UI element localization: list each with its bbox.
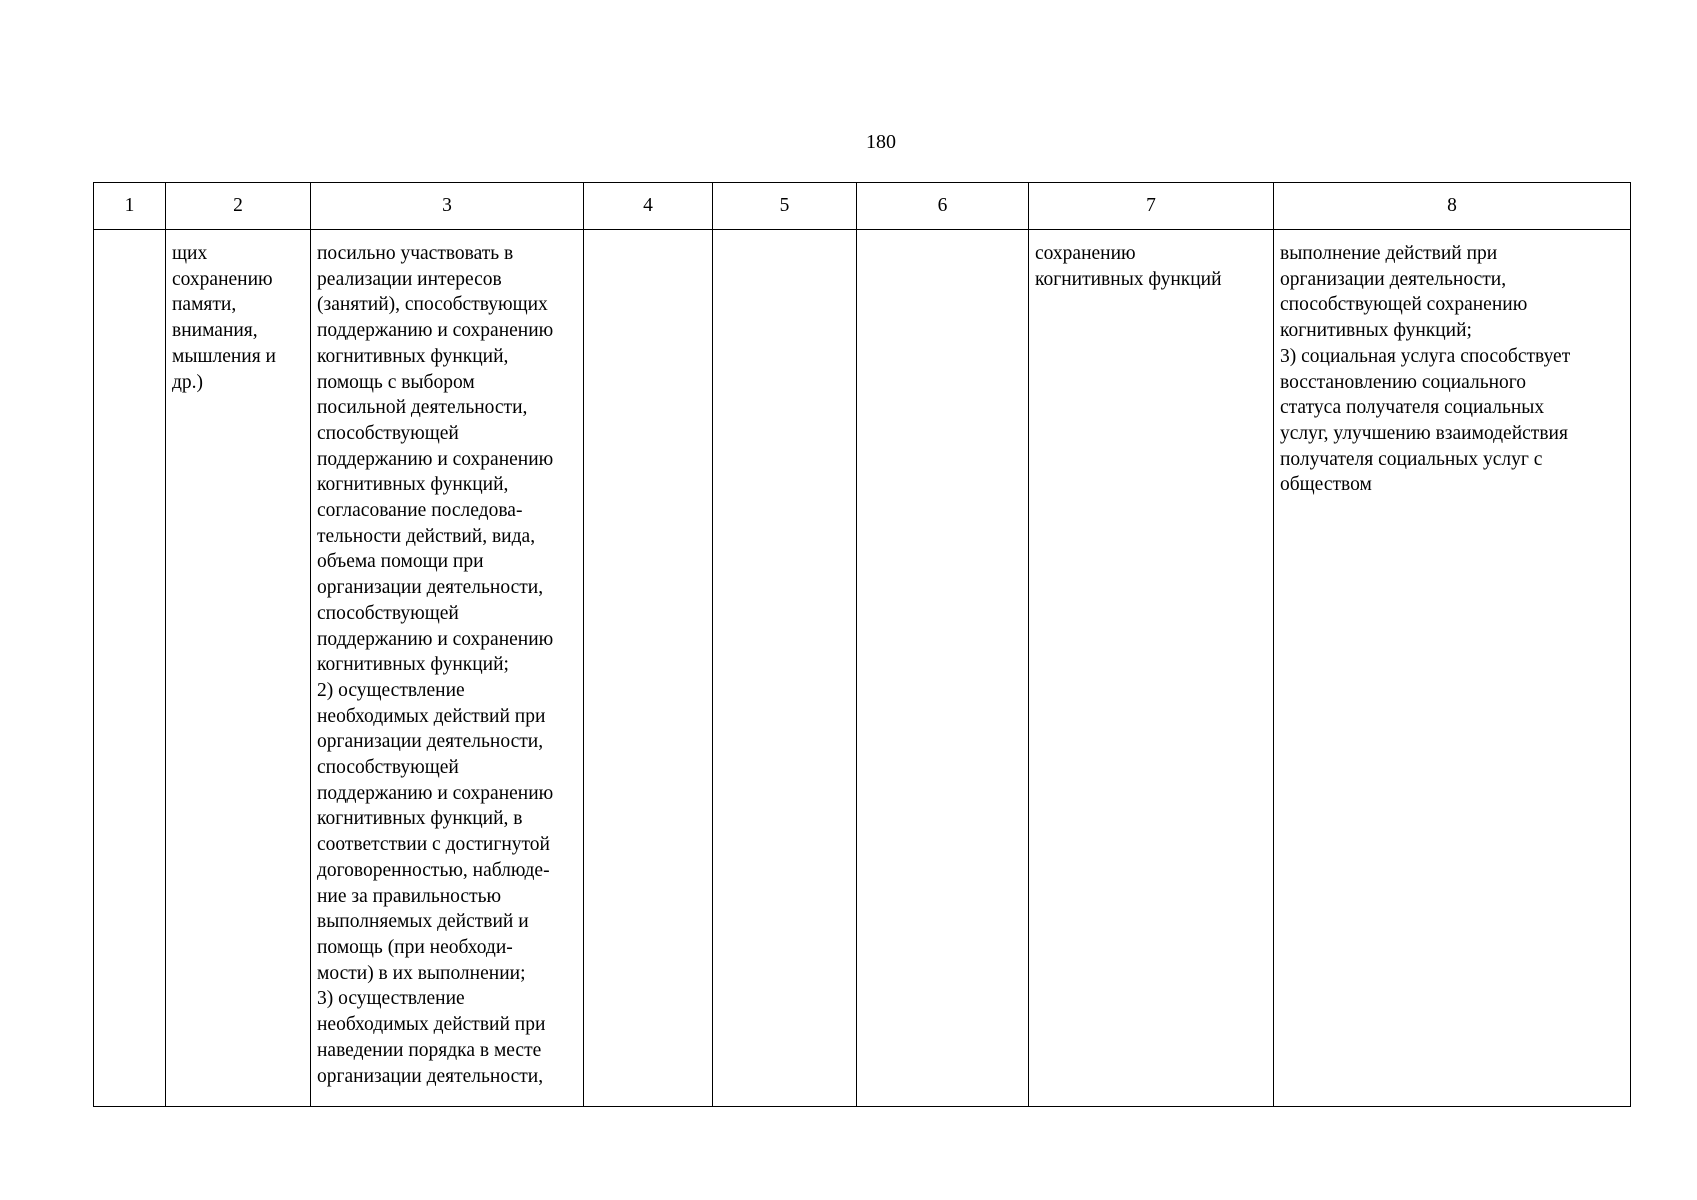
cell-col-7 — [1029, 230, 1274, 1107]
services-table — [93, 182, 1631, 1107]
cell-col-6 — [857, 230, 1029, 1107]
column-header-6: 6 — [857, 183, 1029, 230]
table-row — [94, 230, 1631, 1107]
column-header-1: 1 — [94, 183, 166, 230]
cell-text: выполнение действий при организации деятельности, способствующей сохранению когнитивных функций; 3) социальная услуга способствует восстановлению социального статуса получателя социальных услуг, улучшению взаимодействия получателя социальных услуг с обществом — [1280, 243, 1571, 496]
column-header-2: 2 — [166, 183, 311, 230]
table-header-row — [94, 183, 1631, 230]
cell-col-3 — [311, 230, 584, 1107]
cell-col-2 — [166, 230, 311, 1107]
column-header-7: 7 — [1029, 183, 1274, 230]
cell-col-1 — [94, 230, 166, 1107]
column-header-3: 3 — [311, 183, 584, 230]
cell-col-8 — [1274, 230, 1631, 1107]
cell-col-5 — [713, 230, 857, 1107]
cell-col-4 — [584, 230, 713, 1107]
column-header-8: 8 — [1274, 183, 1631, 230]
cell-text: посильно участвовать в реализации интересов (занятий), способствующих поддержанию и сохранению когнитивных функций, помощь с выбором посильной деятельности, способствующей поддержанию и сохранению когнитивных функций, согласование последова- тельности действий, вида, объема помощи при организации деятельности, способствующей поддержанию и сохранению когнитивных функций; 2) осуществление необходимых действий при организации деятельности, способствующей поддержанию и сохранению когнитивных функций, в соответствии с достигнутой договоренностью, наблюде- ние за правильностью выполняемых действий и помощь (при необходи- мости) в их выполнении; 3) осуществление необходимых действий при наведении порядка в месте организации деятельности, — [317, 243, 554, 1087]
cell-text: щих сохранению памяти, внимания, мышления и др.) — [172, 243, 276, 393]
page-number: 180 — [866, 131, 896, 153]
column-header-5: 5 — [713, 183, 857, 230]
cell-text: сохранению когнитивных функций — [1035, 243, 1222, 290]
column-header-4: 4 — [584, 183, 713, 230]
